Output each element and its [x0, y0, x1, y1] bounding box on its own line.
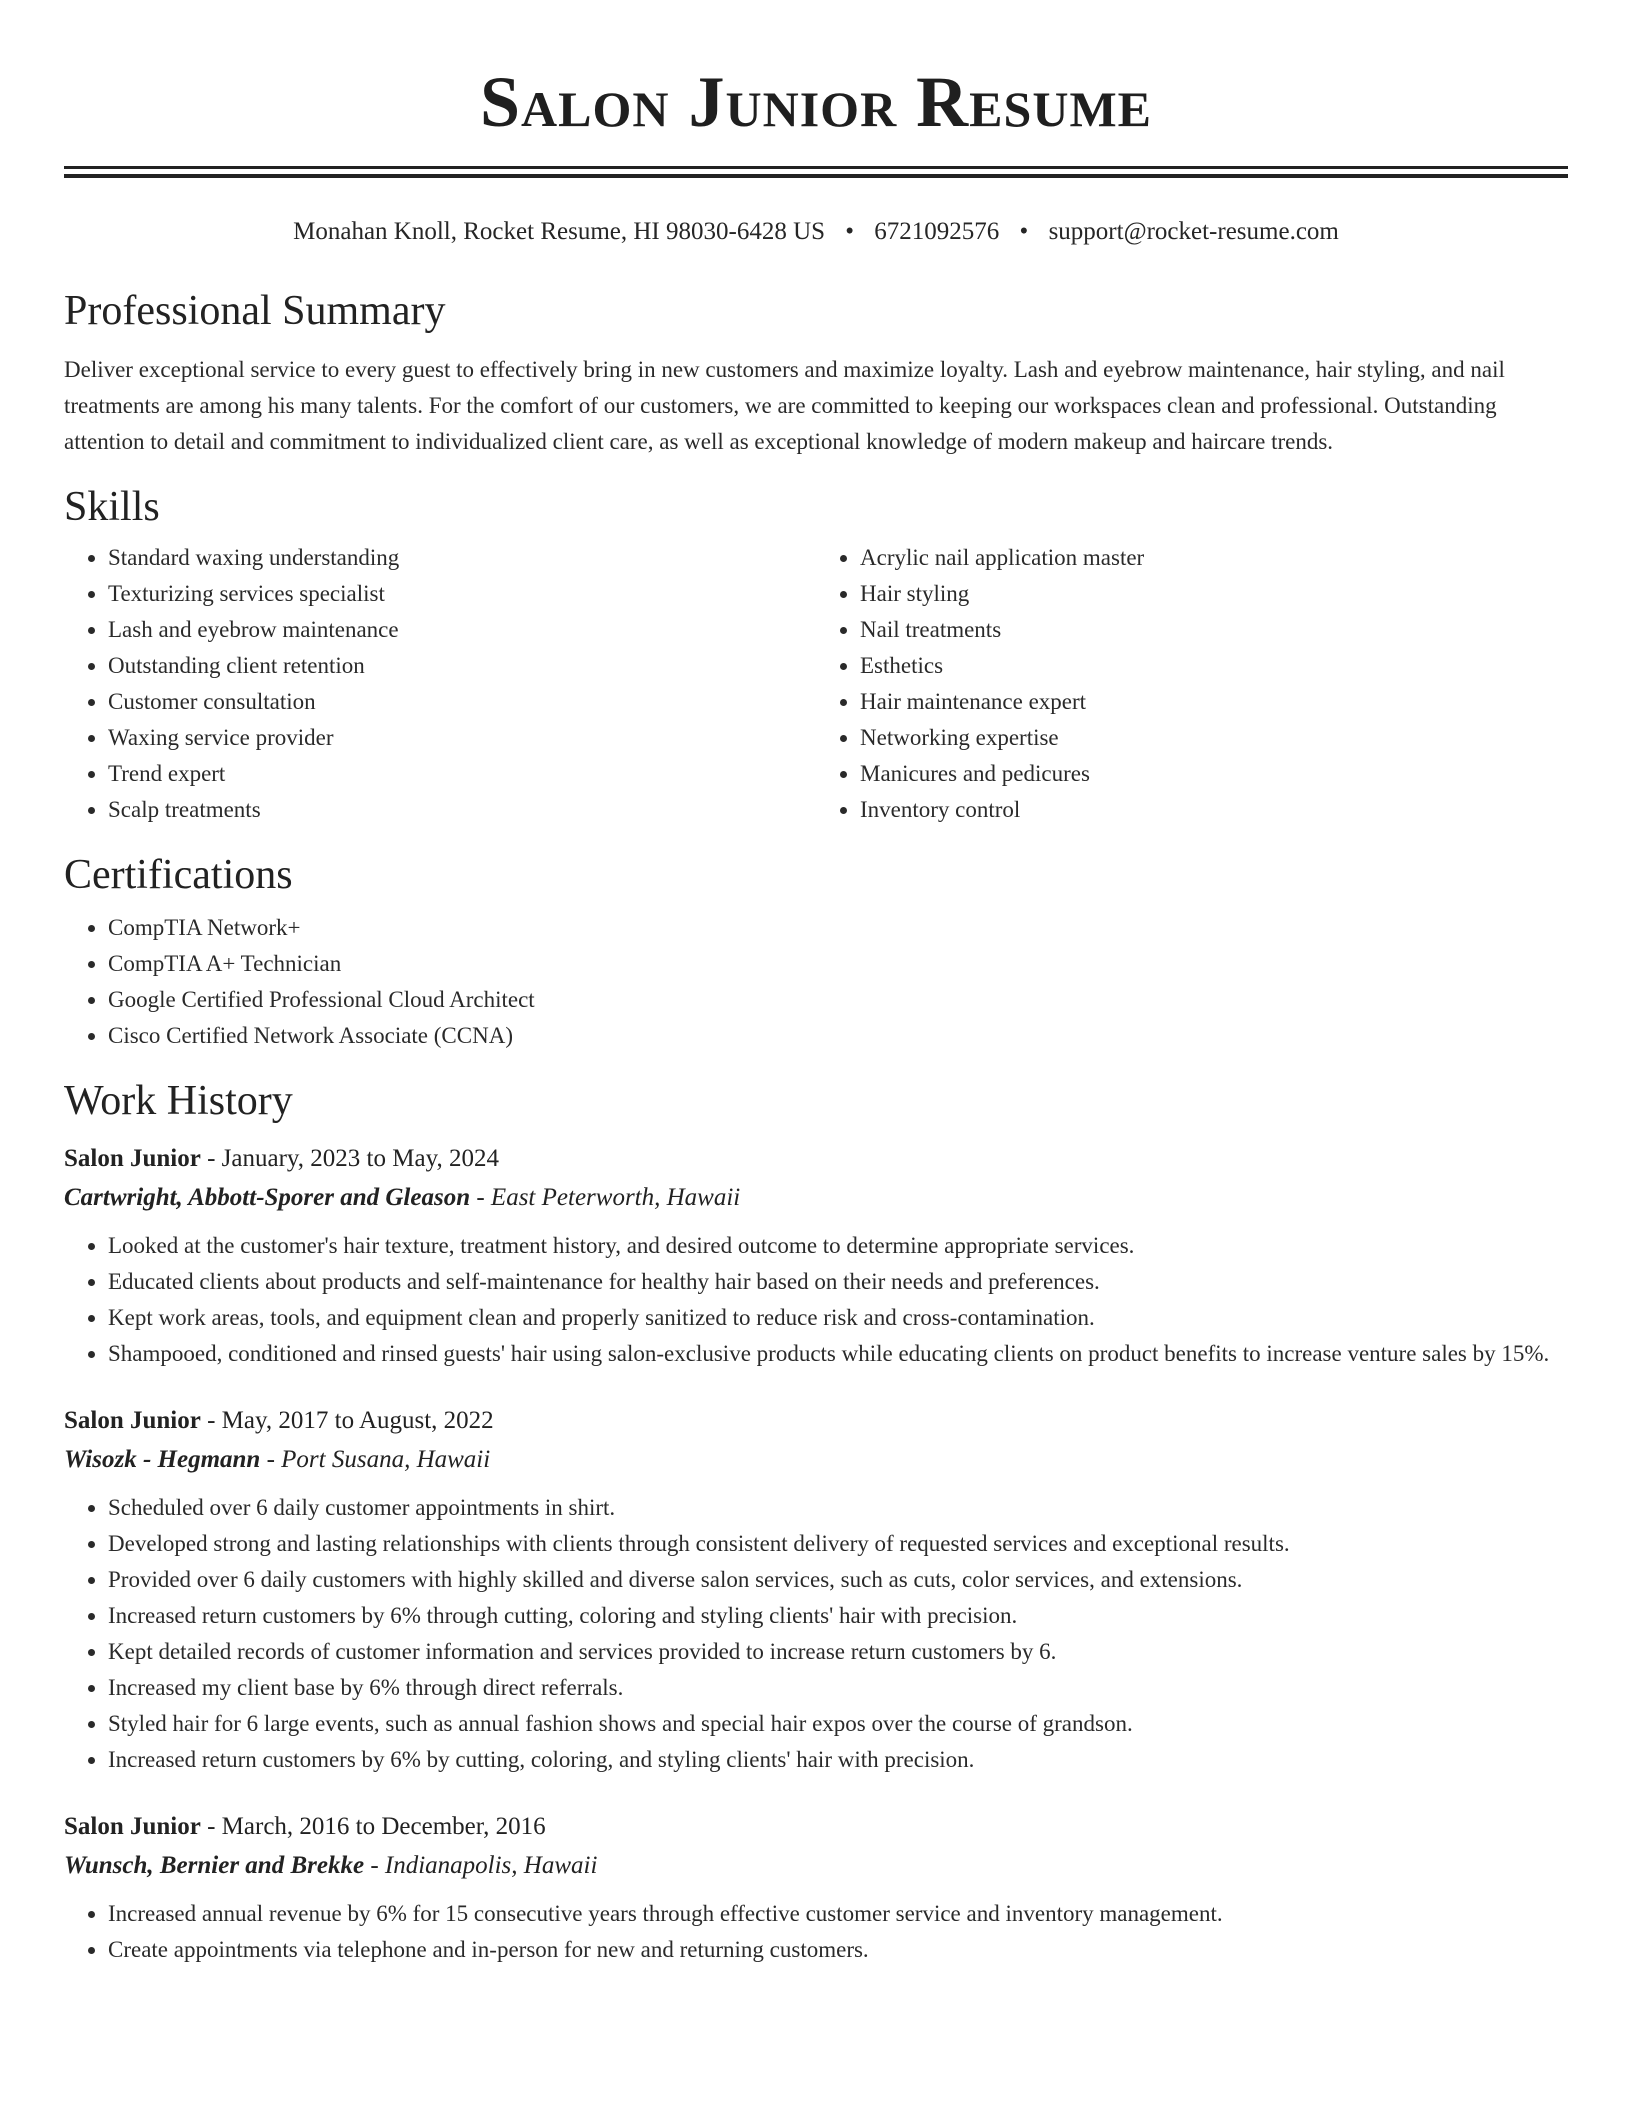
contact-separator: •: [845, 218, 855, 245]
job-bullet: • Increased annual revenue by 6% for 15 consecutive years through effective customer service and inventory management.: [108, 1896, 1568, 1932]
job-company: Wisozk - Hegmann: [64, 1446, 261, 1473]
skills-section: [64, 482, 1568, 828]
skill-item: • Esthetics: [860, 648, 1568, 684]
job-location: - East Peterworth, Hawaii: [470, 1184, 741, 1211]
skill-item: • Customer consultation: [108, 684, 816, 720]
job-bullets: [64, 1490, 1568, 1778]
certification-item: • Google Certified Professional Cloud Architect: [108, 982, 1568, 1018]
job-bullet: • Create appointments via telephone and in-person for new and returning customers.: [108, 1932, 1568, 1968]
skill-item: • Networking expertise: [860, 720, 1568, 756]
contact-line: [64, 216, 1568, 248]
job-bullet: • Increased my client base by 6% through direct referrals.: [108, 1670, 1568, 1706]
contact-separator: •: [1019, 218, 1029, 245]
job-company: Wunsch, Bernier and Brekke: [64, 1852, 365, 1879]
contact-email: support@rocket-resume.com: [1048, 218, 1339, 245]
skill-item: • Nail treatments: [860, 612, 1568, 648]
job-entry: [64, 1808, 1568, 1968]
job-bullet: • Shampooed, conditioned and rinsed guests' hair using salon-exclusive products while educating clients on product benefits to increase venture sales by 15%.: [108, 1336, 1568, 1372]
skill-item: • Acrylic nail application master: [860, 540, 1568, 576]
summary-text: Deliver exceptional service to every guest to effectively bring in new customers and maximize loyalty. Lash and eyebrow maintenance, hair styling, and nail treatments are among his many talents. For the comfort of our customers, we are committed to keeping our workspaces clean and professional. Outstanding attention to detail and commitment to individualized client care, as well as exceptional knowledge of modern makeup and haircare trends.: [64, 357, 1505, 454]
job-title-line: [64, 1808, 1568, 1846]
skill-item: • Waxing service provider: [108, 720, 816, 756]
certification-item: • CompTIA A+ Technician: [108, 946, 1568, 982]
job-company-line: [64, 1178, 1568, 1218]
summary-heading: Professional Summary: [64, 288, 446, 334]
job-dates: - March, 2016 to December, 2016: [200, 1813, 546, 1840]
job-company-line: [64, 1846, 1568, 1886]
skill-item: • Scalp treatments: [108, 792, 816, 828]
skills-columns: [64, 540, 1568, 828]
job-title: Salon Junior: [64, 1145, 201, 1172]
job-bullet: • Styled hair for 6 large events, such as annual fashion shows and special hair expos over the course of grandson.: [108, 1706, 1568, 1742]
jobs-list: [64, 1140, 1568, 1968]
skill-item: • Trend expert: [108, 756, 816, 792]
job-bullet: • Increased return customers by 6% by cutting, coloring, and styling clients' hair with precision.: [108, 1742, 1568, 1778]
job-dates: - May, 2017 to August, 2022: [200, 1407, 494, 1434]
job-company-line: [64, 1440, 1568, 1480]
contact-address: Monahan Knoll, Rocket Resume, HI 98030-6428 US: [293, 218, 826, 245]
skill-item: • Lash and eyebrow maintenance: [108, 612, 816, 648]
certifications-section: [64, 850, 1568, 1054]
job-bullet: • Provided over 6 daily customers with highly skilled and diverse salon services, such as cuts, color services, and extensions.: [108, 1562, 1568, 1598]
job-bullets: [64, 1228, 1568, 1372]
job-entry: [64, 1140, 1568, 1372]
skill-item: • Manicures and pedicures: [860, 756, 1568, 792]
job-location: - Indianapolis, Hawaii: [364, 1852, 598, 1879]
resume-title: Salon Junior Resume: [480, 62, 1152, 142]
skill-item: • Inventory control: [860, 792, 1568, 828]
job-bullet: • Kept work areas, tools, and equipment clean and properly sanitized to reduce risk and cross-contamination.: [108, 1300, 1568, 1336]
title-divider: [64, 166, 1568, 178]
skills-list-left: [64, 540, 816, 828]
job-bullet: • Kept detailed records of customer information and services provided to increase return customers by 6.: [108, 1634, 1568, 1670]
contact-phone: 6721092576: [874, 218, 1000, 245]
skill-item: • Hair styling: [860, 576, 1568, 612]
skill-item: • Hair maintenance expert: [860, 684, 1568, 720]
job-title-line: [64, 1402, 1568, 1440]
job-title: Salon Junior: [64, 1813, 201, 1840]
job-location: - Port Susana, Hawaii: [260, 1446, 491, 1473]
certification-item: • CompTIA Network+: [108, 910, 1568, 946]
skills-heading: Skills: [64, 484, 160, 530]
summary-section: [64, 286, 1568, 460]
job-title: Salon Junior: [64, 1407, 201, 1434]
job-bullet: • Developed strong and lasting relationships with clients through consistent delivery of requested services and exceptional results.: [108, 1526, 1568, 1562]
job-bullet: • Increased return customers by 6% through cutting, coloring and styling clients' hair with precision.: [108, 1598, 1568, 1634]
job-bullets: [64, 1896, 1568, 1968]
job-bullet: • Scheduled over 6 daily customer appointments in shirt.: [108, 1490, 1568, 1526]
skills-list-right: [816, 540, 1568, 828]
job-company: Cartwright, Abbott-Sporer and Gleason: [64, 1184, 471, 1211]
resume-page: [64, 0, 1568, 1968]
skill-item: • Standard waxing understanding: [108, 540, 816, 576]
job-title-line: [64, 1140, 1568, 1178]
job-dates: - January, 2023 to May, 2024: [200, 1145, 499, 1172]
certification-item: • Cisco Certified Network Associate (CCNA): [108, 1018, 1568, 1054]
job-bullet: • Looked at the customer's hair texture, treatment history, and desired outcome to determine appropriate services.: [108, 1228, 1568, 1264]
skill-item: • Texturizing services specialist: [108, 576, 816, 612]
certifications-list: [64, 910, 1568, 1054]
job-entry: [64, 1402, 1568, 1778]
certifications-heading: Certifications: [64, 852, 293, 898]
skill-item: • Outstanding client retention: [108, 648, 816, 684]
work-history-heading: Work History: [64, 1078, 293, 1124]
job-bullet: • Educated clients about products and self-maintenance for healthy hair based on their needs and preferences.: [108, 1264, 1568, 1300]
work-history-section: [64, 1076, 1568, 1968]
